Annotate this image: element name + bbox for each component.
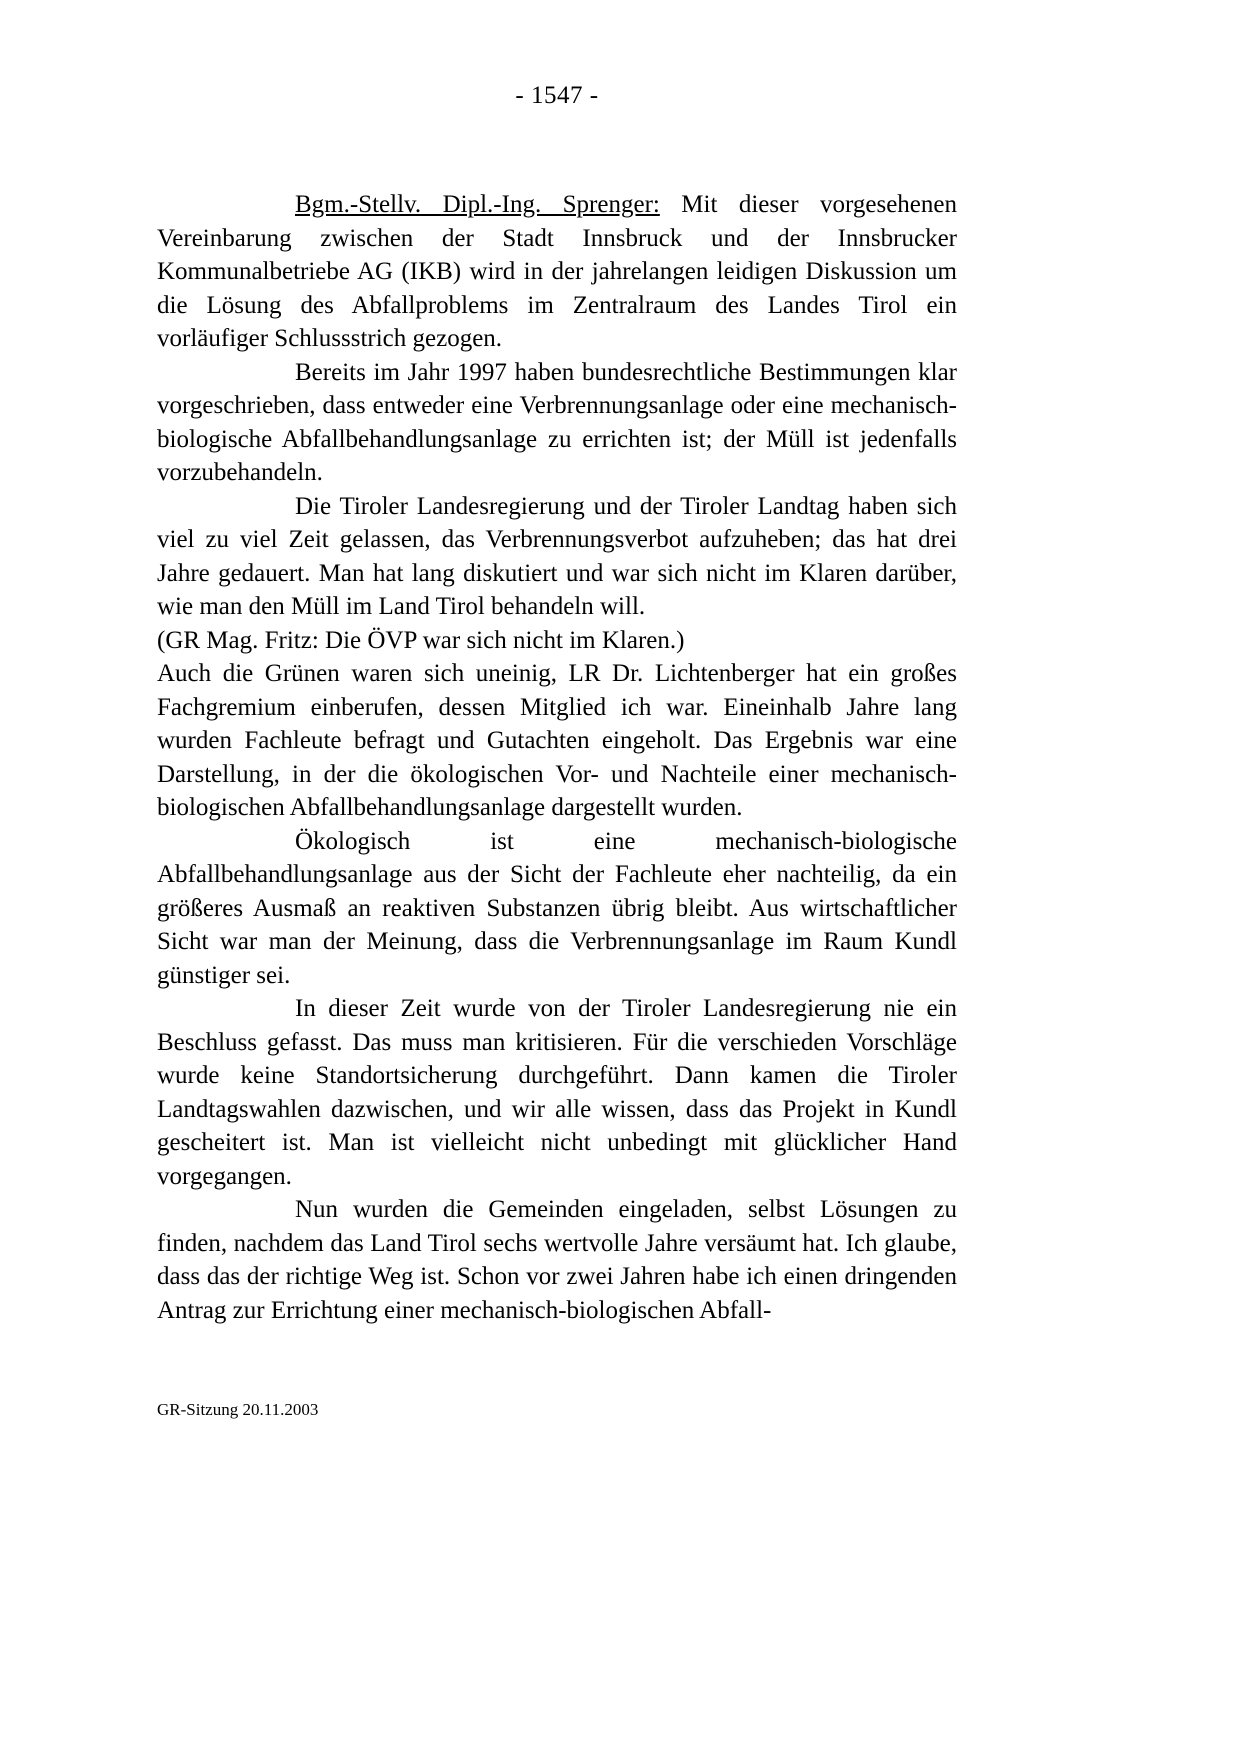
- paragraph-speaker: [157, 188, 957, 356]
- paragraph: In dieser Zeit wurde von der Tiroler Landesregierung nie ein Beschluss gefasst. Das muss man kritisieren. Für die verschieden Vorschläge wurde keine Standortsicherung durchgeführt. Dann kamen die Tiroler Landtagswahlen dazwischen, und wir alle wissen, dass das Projekt in Kundl gescheitert ist. Man ist vielleicht nicht unbedingt mit glücklicher Hand vorgegangen.: [157, 995, 957, 1190]
- speaker-name: Bgm.-Stellv. Dipl.-Ing. Sprenger:: [295, 191, 660, 218]
- page-footer: GR-Sitzung 20.11.2003: [157, 1400, 319, 1419]
- paragraph: Bereits im Jahr 1997 haben bundesrechtliche Bestimmungen klar vorgeschrieben, dass entweder eine Verbrennungsanlage oder eine mechanisch-biologische Abfallbehandlungsanlage zu errichten ist; der Müll ist jedenfalls vorzubehandeln.: [157, 358, 957, 486]
- page-number: - 1547 -: [515, 82, 599, 109]
- paragraph: Die Tiroler Landesregierung und der Tiroler Landtag haben sich viel zu viel Zeit gelassen, das Verbrennungsverbot aufzuheben; das hat drei Jahre gedauert. Man hat lang diskutiert und war sich nicht im Klaren darüber, wie man den Müll im Land Tirol behandeln will.: [157, 492, 957, 620]
- paragraph: Auch die Grünen waren sich uneinig, LR Dr. Lichtenberger hat ein großes Fachgremium einberufen, dessen Mitglied ich war. Eineinhalb Jahre lang wurden Fachleute befragt und Gutachten eingeholt. Das Ergebnis war eine Darstellung, in der die ökologischen Vor- und Nachteile einer mechanisch-biologischen Abfallbehandlungsanlage dargestellt wurden.: [157, 660, 957, 821]
- paragraph-interjection: (GR Mag. Fritz: Die ÖVP war sich nicht im Klaren.): [157, 626, 685, 654]
- document-body: [157, 188, 957, 1327]
- paragraph: Ökologisch ist eine mechanisch-biologische Abfallbehandlungsanlage aus der Sicht der Fachleute eher nachteilig, da ein größeres Ausmaß an reaktiven Substanzen übrig bleibt. Aus wirtschaftlicher Sicht war man der Meinung, dass die Verbrennungsanlage im Raum Kundl günstiger sei.: [157, 827, 957, 989]
- paragraph: Nun wurden die Gemeinden eingeladen, selbst Lösungen zu finden, nachdem das Land Tirol sechs wertvolle Jahre versäumt hat. Ich glaube, dass das der richtige Weg ist. Schon vor zwei Jahren habe ich einen dringenden Antrag zur Errichtung einer mechanisch-biologischen Abfall-: [157, 1196, 957, 1324]
- paragraph-text: Mit dieser vorgesehenen Vereinbarung zwischen der Stadt Innsbruck und der Innsbrucker Kommunalbetriebe AG (IKB) wird in der jahrelangen leidigen Diskussion um die Lösung des Abfallproblems im Zentralraum des Landes Tirol ein vorläufiger Schlussstrich gezogen.: [157, 191, 957, 352]
